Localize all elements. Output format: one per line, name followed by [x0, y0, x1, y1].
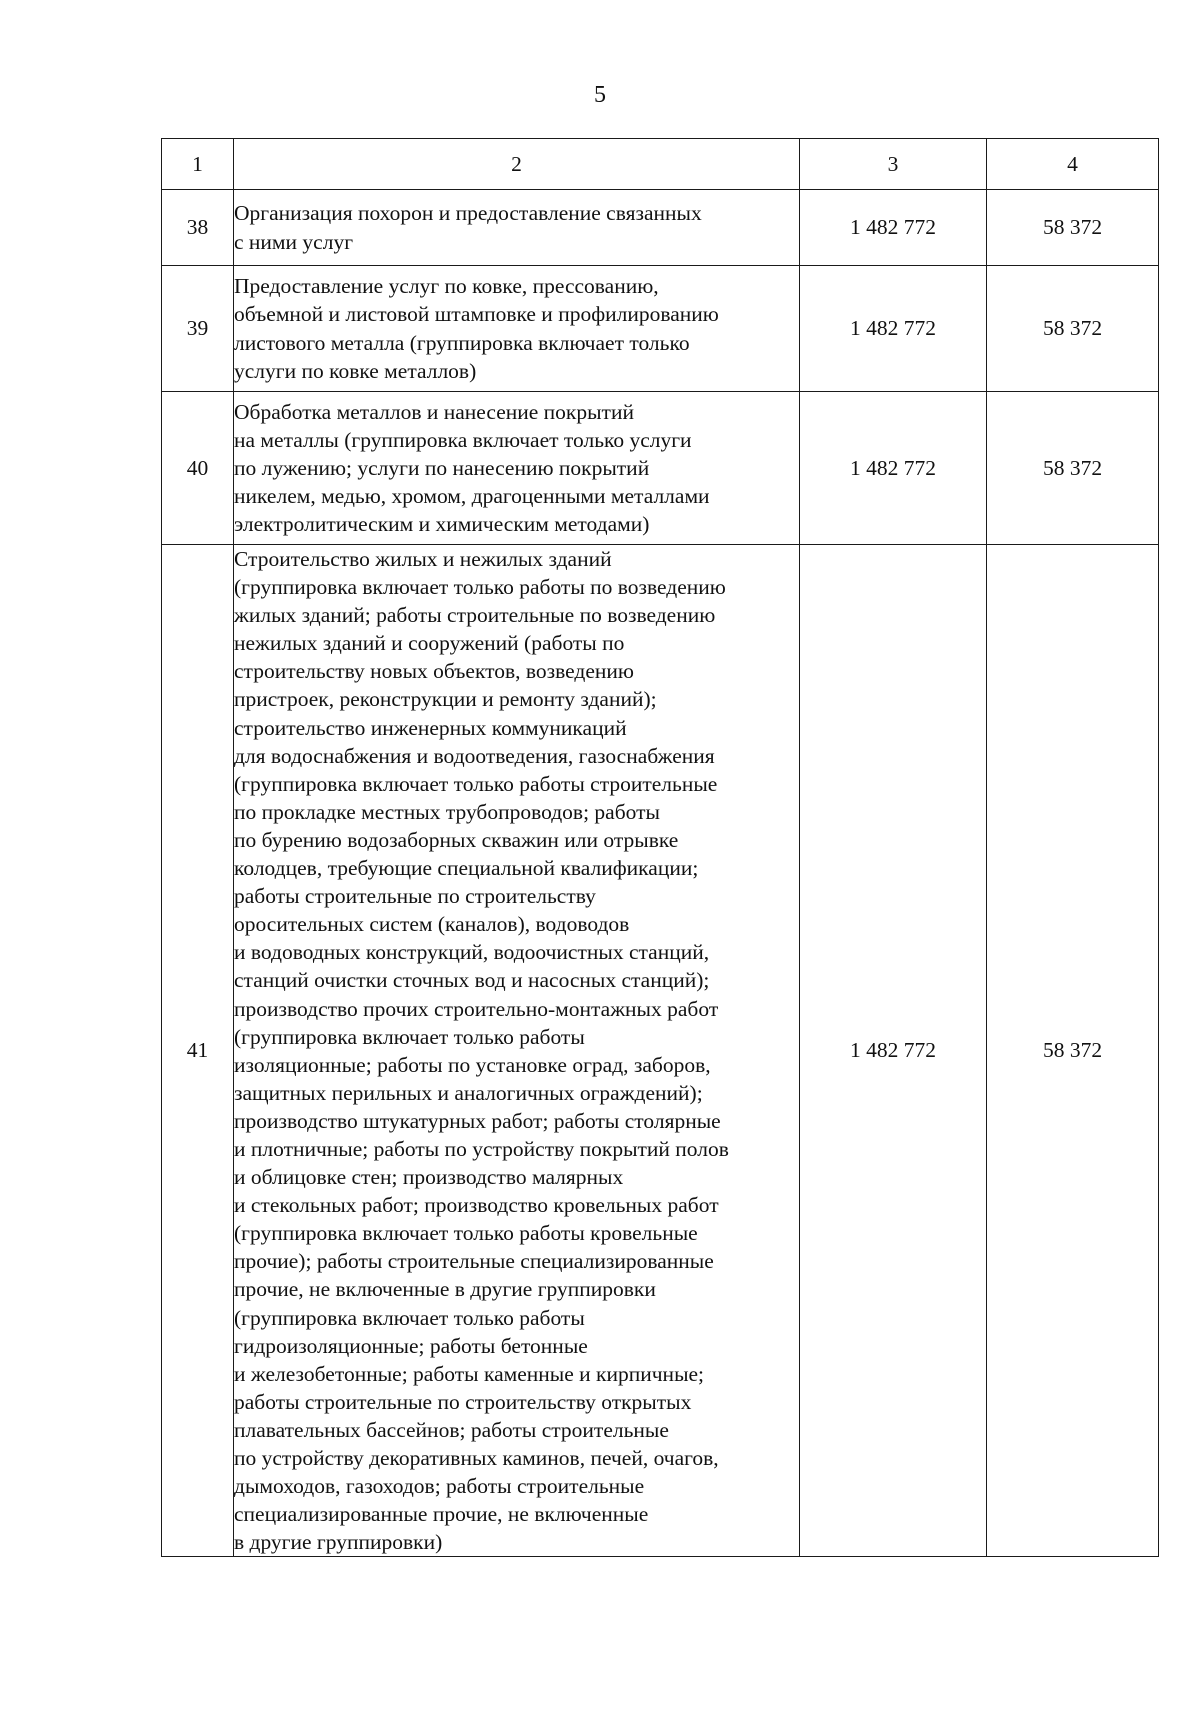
description-line: (группировка включает только работы — [234, 1024, 585, 1049]
description-line: нежилых зданий и сооружений (работы по — [234, 631, 625, 656]
column-header-4: 4 — [987, 139, 1159, 190]
row-value-col3: 1 482 772 — [800, 266, 987, 392]
description-line: услуги по ковке металлов) — [234, 358, 477, 383]
column-header-2: 2 — [234, 139, 800, 190]
description-line: защитных перильных и аналогичных ограждений); — [234, 1080, 703, 1105]
description-line: (группировка включает только работы кровельные — [234, 1221, 698, 1246]
description-line: прочие, не включенные в другие группировки — [234, 1277, 656, 1302]
table-row — [162, 266, 1159, 392]
table-row — [162, 545, 1159, 1557]
description-line: (группировка включает только работы — [234, 1305, 585, 1330]
description-line: и железобетонные; работы каменные и кирпичные; — [234, 1361, 705, 1386]
page-number: 5 — [594, 82, 606, 108]
description-line: строительство инженерных коммуникаций — [234, 715, 627, 740]
description-line: и водоводных конструкций, водоочистных станций, — [234, 940, 710, 965]
description-line: и стекольных работ; производство кровельных работ — [234, 1193, 719, 1218]
row-value-col4: 58 372 — [987, 190, 1159, 266]
description-line: станций очистки сточных вод и насосных станций); — [234, 968, 710, 993]
description-line: с ними услуг — [234, 229, 354, 254]
description-line: Строительство жилых и нежилых зданий — [234, 547, 612, 571]
description-line: на металлы (группировка включает только услуги — [234, 427, 692, 452]
table-header-row — [162, 139, 1159, 190]
description-line: объемной и листовой штамповке и профилированию — [234, 302, 719, 327]
column-header-1: 1 — [162, 139, 234, 190]
description-line: оросительных систем (каналов), водоводов — [234, 912, 630, 937]
description-line: гидроизоляционные; работы бетонные — [234, 1333, 588, 1358]
row-number: 38 — [162, 190, 234, 266]
row-value-col3: 1 482 772 — [800, 392, 987, 545]
row-value-col4: 58 372 — [987, 266, 1159, 392]
description-line: производство прочих строительно-монтажных работ — [234, 996, 719, 1021]
description-line: работы строительные по строительству открытых — [234, 1389, 692, 1414]
row-description — [234, 190, 800, 266]
table-row — [162, 190, 1159, 266]
description-line: по прокладке местных трубопроводов; работы — [234, 799, 660, 824]
description-line: для водоснабжения и водоотведения, газоснабжения — [234, 743, 715, 768]
description-line: Организация похорон и предоставление связанных — [234, 201, 702, 226]
description-line: прочие); работы строительные специализированные — [234, 1249, 714, 1274]
row-description — [234, 392, 800, 545]
description-line: Обработка металлов и нанесение покрытий — [234, 399, 634, 424]
description-line: дымоходов, газоходов; работы строительные — [234, 1474, 645, 1499]
data-table — [161, 138, 1159, 1557]
row-description — [234, 266, 800, 392]
description-line: по устройству декоративных каминов, печей, очагов, — [234, 1446, 719, 1470]
description-line: специализированные прочие, не включенные — [234, 1502, 649, 1527]
row-number: 39 — [162, 266, 234, 392]
row-value-col4: 58 372 — [987, 545, 1159, 1557]
description-line: строительству новых объектов, возведению — [234, 659, 634, 684]
row-number: 41 — [162, 545, 234, 1557]
description-line: (группировка включает только работы по возведению — [234, 575, 726, 600]
description-line: по лужению; услуги по нанесению покрытий — [234, 455, 650, 480]
description-line: работы строительные по строительству — [234, 884, 596, 909]
description-line: жилых зданий; работы строительные по возведению — [234, 603, 716, 628]
description-line: никелем, медью, хромом, драгоценными металлами — [234, 484, 710, 509]
column-header-3: 3 — [800, 139, 987, 190]
description-line: плавательных бассейнов; работы строительные — [234, 1417, 669, 1442]
description-line: изоляционные; работы по установке оград, заборов, — [234, 1052, 711, 1077]
description-line: пристроек, реконструкции и ремонту зданий); — [234, 687, 657, 712]
row-description — [234, 545, 800, 1557]
description-line: электролитическим и химическим методами) — [234, 512, 650, 537]
description-line: и плотничные; работы по устройству покрытий полов — [234, 1136, 729, 1161]
row-value-col3: 1 482 772 — [800, 545, 987, 1557]
row-value-col3: 1 482 772 — [800, 190, 987, 266]
description-line: колодцев, требующие специальной квалификации; — [234, 856, 699, 881]
row-number: 40 — [162, 392, 234, 545]
description-line: листового металла (группировка включает только — [234, 330, 690, 355]
row-value-col4: 58 372 — [987, 392, 1159, 545]
description-line: в другие группировки) — [234, 1530, 443, 1555]
description-line: производство штукатурных работ; работы столярные — [234, 1108, 721, 1133]
description-line: Предоставление услуг по ковке, прессованию, — [234, 274, 659, 299]
description-line: по бурению водозаборных скважин или отрывке — [234, 827, 679, 852]
table-row — [162, 392, 1159, 545]
description-line: и облицовке стен; производство малярных — [234, 1165, 624, 1190]
description-line: (группировка включает только работы строительные — [234, 771, 718, 796]
